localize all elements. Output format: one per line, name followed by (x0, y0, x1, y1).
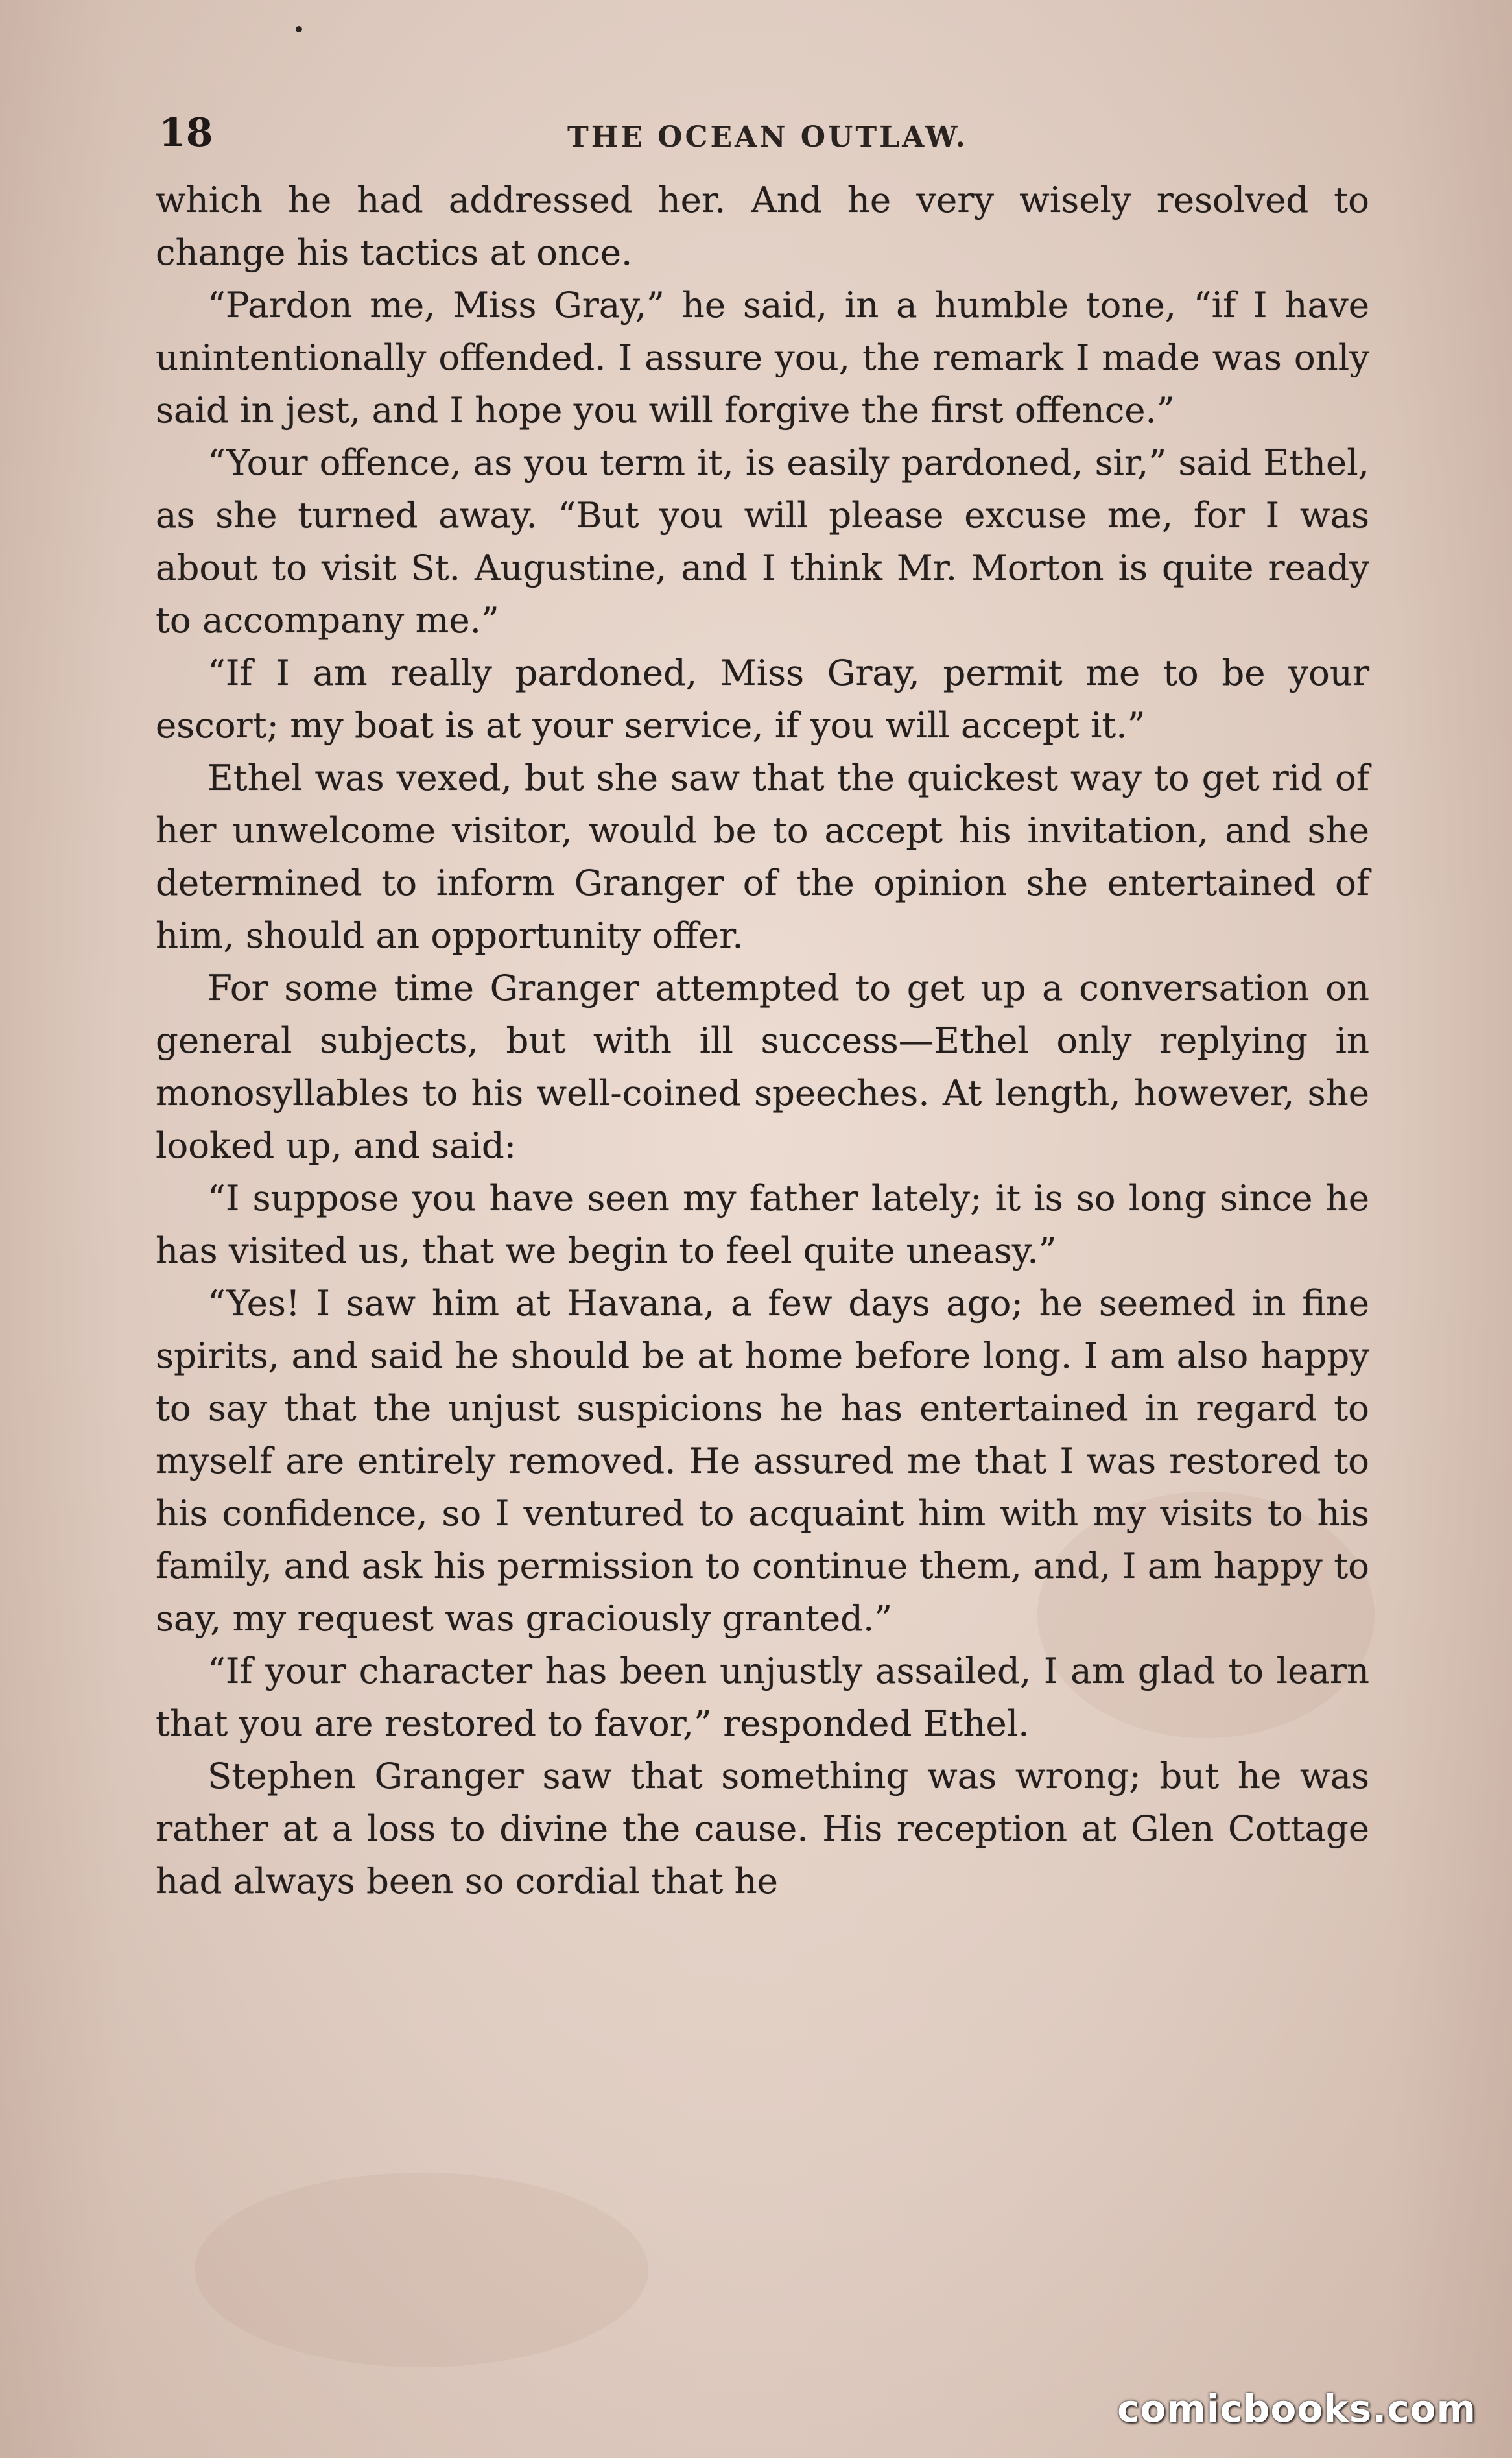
paragraph: “If I am really pardoned, Miss Gray, permit me to be your escort; my boat is at your service, if you will accept it.” (156, 652, 1369, 746)
paragraph: “If your character has been unjustly assailed, I am glad to learn that you are restored to favor,” responded Ethel. (156, 1650, 1369, 1744)
paragraph: “Your offence, as you term it, is easily pardoned, sir,” said Ethel, as she turned away. “But you will please excuse me, for I was about to visit St. Augustine, and I think Mr. Morton is quite ready to accompany me.” (156, 442, 1369, 641)
body-text (156, 174, 1369, 1907)
paragraph: For some time Granger attempted to get up a conversation on general subjects, but with ill success—Ethel only replying in monosyllables to his well-coined speeches. At length, however, she looked up, and said: (156, 967, 1369, 1166)
running-head: THE OCEAN OUTLAW. (567, 121, 968, 154)
site-watermark: comicbooks.com (1117, 2387, 1476, 2431)
page-number: 18 (159, 110, 213, 156)
ink-speck (296, 26, 302, 32)
paragraph: Stephen Granger saw that something was wrong; but he was rather at a loss to divine the cause. His reception at Glen Cottage had always been so cordial that he (156, 1755, 1369, 1902)
paragraph: “Yes! I saw him at Havana, a few days ago; he seemed in fine spirits, and said he should be at home before long. I am also happy to say that the unjust suspicions he has entertained in regard to myself are entirely removed. He assured me that I was restored to his confidence, so I ventured to acquaint him with my visits to his family, and ask his permission to continue them, and, I am happy to say, my request was graciously granted.” (156, 1282, 1369, 1639)
paragraph: “I suppose you have seen my father lately; it is so long since he has visited us, that we begin to feel quite uneasy.” (156, 1177, 1369, 1271)
page-header (159, 110, 1371, 162)
paragraph: Ethel was vexed, but she saw that the quickest way to get rid of her unwelcome visitor, would be to accept his invitation, and she determined to inform Granger of the opinion she entertained of him, should an opportunity offer. (156, 757, 1369, 956)
paragraph: “Pardon me, Miss Gray,” he said, in a humble tone, “if I have unintentionally offended. I assure you, the remark I made was only said in jest, and I hope you will forgive the first offence.” (156, 284, 1369, 431)
paper-stain (195, 2173, 648, 2367)
paragraph: which he had addressed her. And he very wisely resolved to change his tactics at once. (156, 179, 1369, 273)
